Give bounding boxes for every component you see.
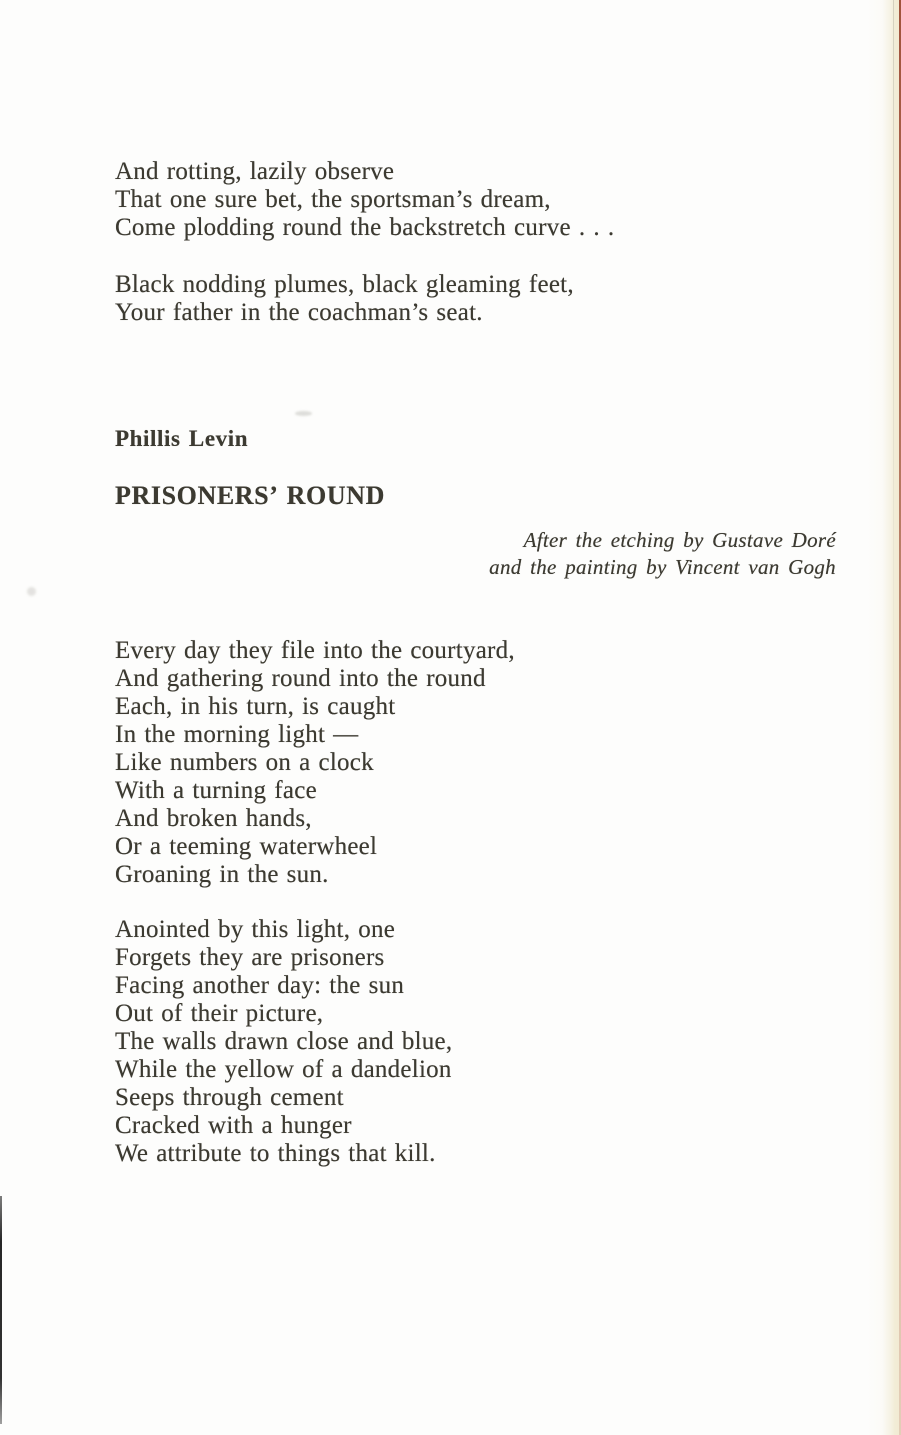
poem-stanza-1 [115, 637, 515, 889]
poem-line: With a turning face [115, 777, 317, 804]
poem-line: Each, in his turn, is caught [115, 693, 396, 720]
poem-line: And gathering round into the round [115, 665, 486, 692]
poem-line: The walls drawn close and blue, [115, 1028, 453, 1055]
scan-speck [295, 411, 312, 416]
page-edge-seam [893, 0, 894, 789]
poem-line: Your father in the coachman’s seat. [115, 299, 483, 326]
poem-line: And rotting, lazily observe [115, 158, 395, 185]
poem-line: Black nodding plumes, black gleaming feet, [115, 271, 574, 298]
poem-line: Seeps through cement [115, 1084, 344, 1111]
poem-line: We attribute to things that kill. [115, 1140, 436, 1167]
poem-title: PRISONERS’ ROUND [115, 481, 385, 510]
poem-line: Every day they file into the courtyard, [115, 637, 515, 664]
poem-epigraph [489, 527, 836, 581]
previous-poem-stanza-1 [115, 158, 614, 242]
scan-speck [27, 587, 36, 596]
poem-line: While the yellow of a dandelion [115, 1056, 452, 1083]
poem-line: That one sure bet, the sportsman’s dream, [115, 186, 551, 213]
poem-line: Forgets they are prisoners [115, 944, 385, 971]
poem-line: Like numbers on a clock [115, 749, 374, 776]
poem-line: And broken hands, [115, 805, 312, 832]
poem-line: Groaning in the sun. [115, 861, 329, 888]
poem-line: Out of their picture, [115, 1000, 324, 1027]
poem-line: Facing another day: the sun [115, 972, 405, 999]
poem-line: Come plodding round the backstretch curve . . . [115, 214, 615, 241]
poet-name: Phillis Levin [115, 426, 249, 451]
scan-edge-artifact [0, 1196, 2, 1424]
page-edge-next-page [867, 0, 901, 1435]
poem-line: Or a teeming waterwheel [115, 833, 378, 860]
poem-line: After the etching by Gustave Doré [523, 528, 836, 552]
poem-line: Anointed by this light, one [115, 916, 396, 943]
poem-stanza-2 [115, 916, 452, 1168]
poem-line: Cracked with a hunger [115, 1112, 352, 1139]
poem-line: In the morning light — [115, 721, 359, 748]
poem-line: and the painting by Vincent van Gogh [489, 555, 836, 579]
previous-poem-stanza-2 [115, 271, 574, 327]
